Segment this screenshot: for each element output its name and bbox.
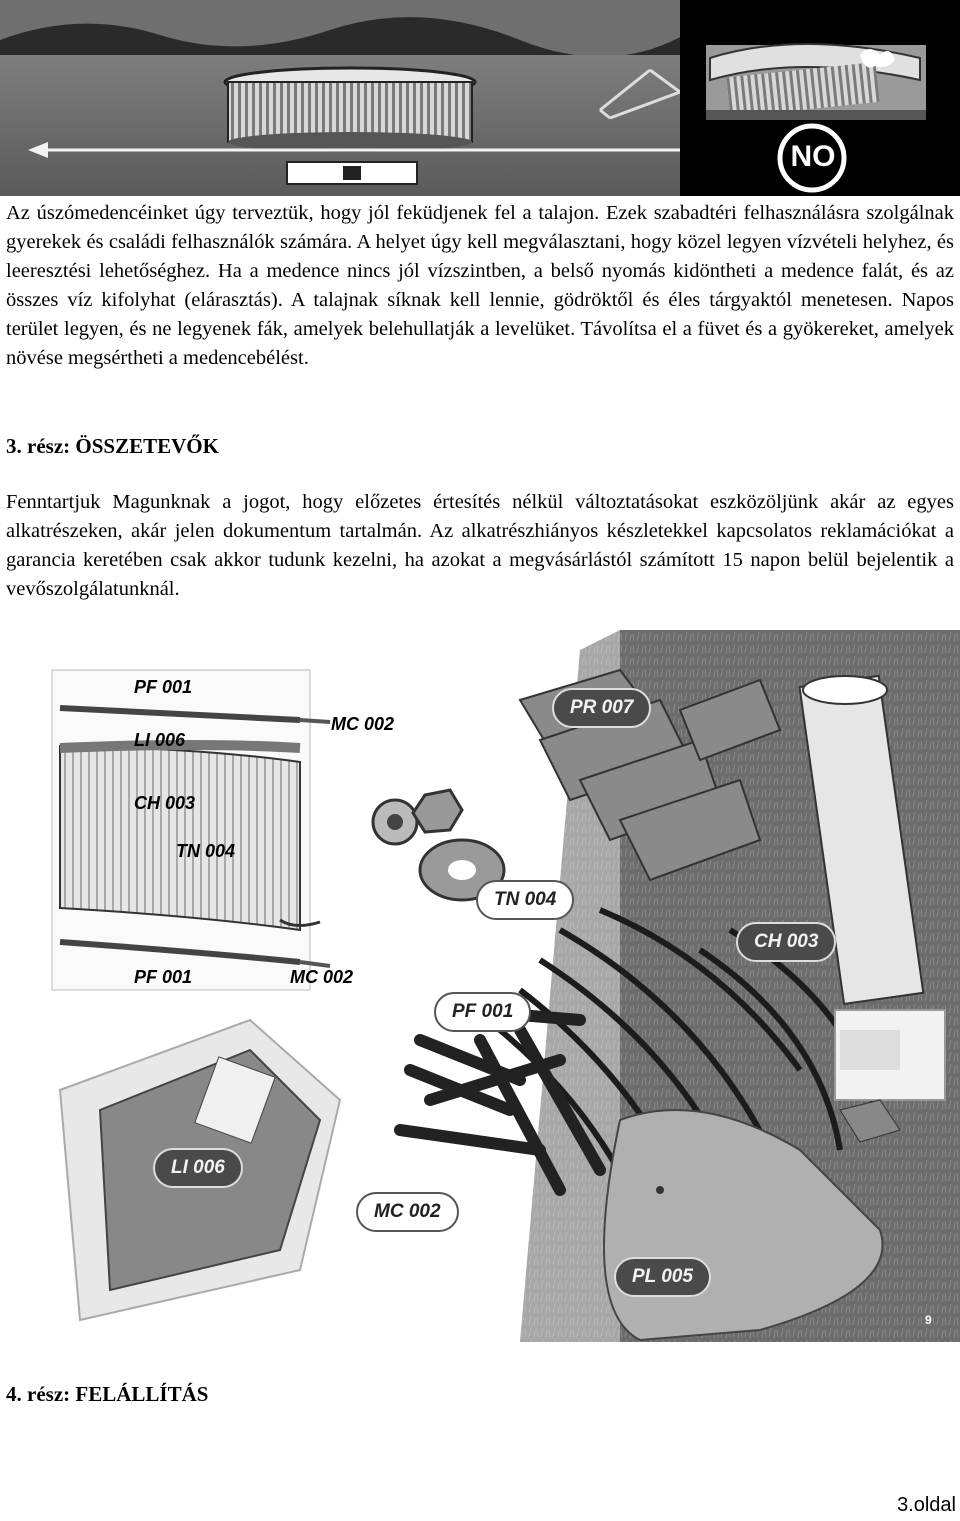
diagram-label-mc002-bottom: MC 002: [290, 967, 354, 987]
page-number: 3.oldal: [897, 1494, 956, 1516]
photo-label-pf001: PF 001: [434, 992, 531, 1032]
diagram-label-tn004: TN 004: [176, 841, 236, 861]
no-badge-text: NO: [790, 140, 836, 173]
photo-label-mc002: MC 002: [356, 1192, 459, 1232]
section3-heading: 3. rész: ÖSSZETEVŐK: [6, 434, 219, 458]
diagram-label-ch003: CH 003: [134, 793, 196, 813]
photo-label-li006: LI 006: [153, 1148, 243, 1188]
section3-paragraph: Fenntartjuk Magunknak a jogot, hogy előzetes értesítés nélkül változtatásokat eszközöljünk akár az egyes alkatrészeken, akár jelen dokumentum tartalmán. Az alkatrészhiányos készletekkel kapcsolatos reklamációkat a garancia keretében csak akkor tudunk kezelni, ha azokat a megvásárlástól számított 15 napon belül bejelentik a vevőszolgálatunknál.: [6, 491, 954, 600]
top-photo: [0, 0, 960, 196]
photo-page-marker: 9: [925, 1313, 932, 1327]
diagram-label-pf001-top: PF 001: [134, 677, 193, 697]
intro-paragraph: Az úszómedencéinket úgy terveztük, hogy jól feküdjenek fel a talajon. Ezek szabadtéri felhasználásra szolgálnak gyerekek és családi felhasználók számára. A helyet úgy kell megválasztani, hogy közel legyen vízvételi helyhez, és leeresztési lehetőséghez. Ha a medence nincs jól vízszintben, a belső nyomás kidöntheti a medence falát, és az összes víz kifolyhat (elárasztás). A talajnak síknak kell lennie, gödröktől és éles tárgyaktól menetesen. Napos terület legyen, és ne legyenek fák, amelyek belehullatják a levelüket. Távolítsa el a füvet és a gyökereket, amelyek növése megsértheti a medencebélést.: [6, 202, 954, 369]
photo-label-ch003: CH 003: [736, 922, 836, 962]
diagram-label-li006: LI 006: [134, 730, 186, 750]
photo-label-pr007: PR 007: [552, 688, 651, 728]
section4-heading: 4. rész: FELÁLLÍTÁS: [6, 1382, 209, 1406]
components-photo: [0, 630, 960, 1350]
photo-label-pl005: PL 005: [614, 1257, 711, 1297]
diagram-label-mc002-top: MC 002: [331, 714, 395, 734]
diagram-label-pf001-bottom: PF 001: [134, 967, 193, 987]
photo-label-tn004: TN 004: [476, 880, 574, 920]
